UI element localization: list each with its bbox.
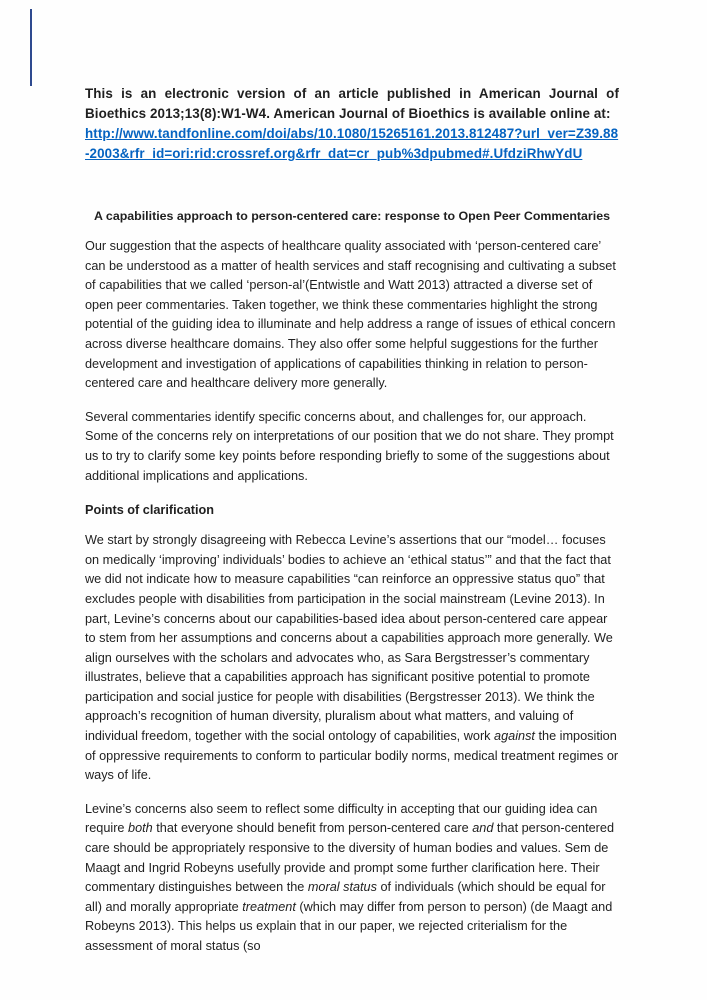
paragraph-concerns: Several commentaries identify specific concerns about, and challenges for, our approach. Some of the concerns rely on interpretations of our position that we do not share. They prompt us to try to clarify some key points before responding briefly to some of the suggestions about additional implications and applications.: [85, 409, 614, 483]
article-doi-link[interactable]: http://www.tandfonline.com/doi/abs/10.1080/15265161.2013.812487?url_ver=Z39.88-2003&rfr_id=ori:rid:crossref.org&rfr_dat=cr_pub%3dpubmed#.UfdziRhwYdU: [85, 126, 619, 161]
article-content: [85, 84, 619, 957]
paragraph-moral-status: Levine’s concerns also seem to reflect some difficulty in accepting that our guiding idea can require both that everyone should benefit from person-centered care and that person-centered care should be appropriately responsive to the diversity of human bodies and values. Sem de Maagt and Ingrid Robeyns usefully provide and prompt some further clarification here. Their commentary distinguishes between the moral status of individuals (which should be equal for all) and morally appropriate treatment (which may differ from person to person) (de Maagt and Robeyns 2013). This helps us explain that in our paper, we rejected criterialism for the assessment of moral status (so: [85, 801, 615, 953]
left-margin-marker: [30, 9, 32, 86]
publication-notice: This is an electronic version of an article published in American Journal of Bioethics 2013;13(8):W1-W4. American Journal of Bioethics is available online at:: [85, 86, 619, 121]
section-heading-points-of-clarification: Points of clarification: [85, 503, 215, 518]
article-title: A capabilities approach to person-centered care: response to Open Peer Commentaries: [94, 209, 610, 223]
paragraph-intro: Our suggestion that the aspects of healthcare quality associated with ‘person-centered care’ can be understood as a matter of health services and staff recognising and cultivating a subset of capabilities that we called ‘person-al’(Entwistle and Watt 2013) attracted a diverse set of open peer commentaries. Taken together, we think these commentaries highlight the strong potential of the guiding idea to illuminate and help address a range of issues of ethical concern across diverse healthcare domains. They also offer some helpful suggestions for the further development and investigation of applications of capabilities thinking in relation to person-centered care and healthcare delivery more generally.: [85, 239, 616, 391]
paragraph-levine-response: We start by strongly disagreeing with Rebecca Levine’s assertions that our “model… focuses on medically ‘improving’ individuals’ bodies to achieve an ‘ethical status’” and that the fact that we did not indicate how to measure capabilities “can reinforce an oppressive status quo” that excludes people with disabilities from participation in the social mainstream (Levine 2013). In part, Levine’s concerns about our capabilities-based idea about person-centered care appear to stem from her assumptions and concerns about a capabilities approach more generally. We align ourselves with the scholars and advocates who, as Sara Bergstresser’s commentary illustrates, believe that a capabilities approach has significant positive potential to promote participation and social justice for people with disabilities (Bergstresser 2013). We think the approach’s recognition of human diversity, pluralism about what matters, and valuing of individual freedom, together with the social ontology of capabilities, work against the imposition of oppressive requirements to conform to particular bodily norms, medical treatment regimes or ways of life.: [85, 533, 619, 783]
